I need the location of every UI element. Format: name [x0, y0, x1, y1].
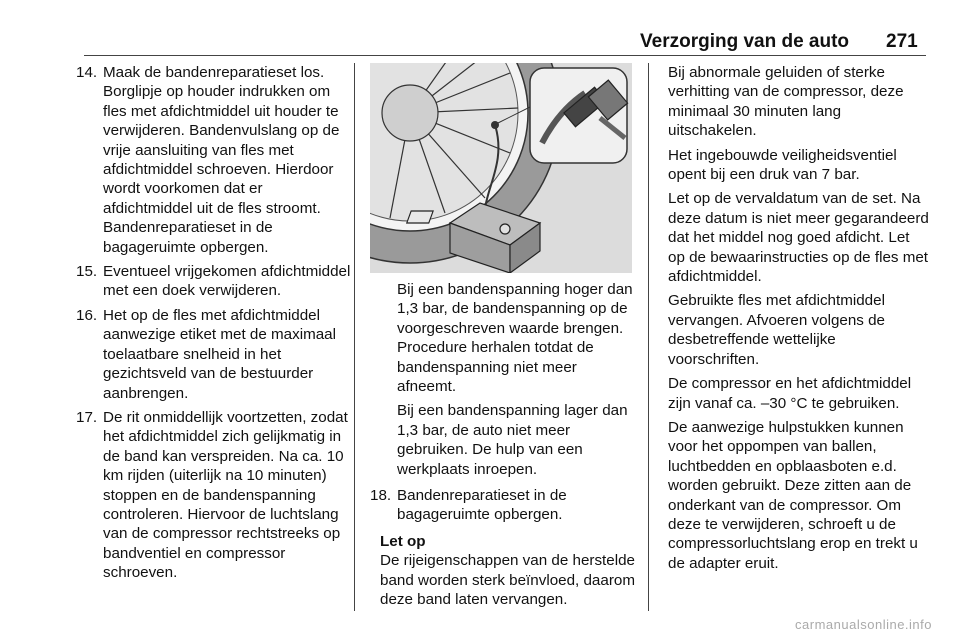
- note-text: De rijeigenschappen van de herstelde band worden sterk beïnvloed, daarom deze band laten vervangen.: [380, 552, 635, 609]
- list-item-15: [76, 262, 356, 301]
- list-item-16: [76, 306, 356, 403]
- list-number: 14.: [76, 64, 98, 81]
- list-text: Het op de fles met afdichtmiddel aanwezige etiket met de maximaal toelaatbare snelheid in het gezichtsveld van de bestuurder aanbrengen.: [103, 306, 336, 402]
- list-text: Bandenreparatieset in de bagageruimte opbergen.: [397, 487, 567, 524]
- column-right: [668, 63, 930, 578]
- paragraph: De compressor en het afdichtmiddel zijn vanaf ca. –30 °C te gebruiken.: [668, 375, 912, 412]
- list-item-14: [76, 63, 356, 257]
- list-item-18: [370, 486, 635, 525]
- list-item-17: [76, 408, 356, 583]
- list-text: De rit onmiddellijk voortzetten, zodat het afdichtmiddel zich gelijkmatig in de band kan verspreiden. Na ca. 10 km rijden (uiterlijk na 10 minuten) stoppen en de bandenspanning controleren. Hiervoor de luchtslang van de compressor rechtstreeks op bandventiel en compressor schroeven.: [103, 408, 348, 582]
- caption-pressure-high: Bij een bandenspanning hoger dan 1,3 bar, de bandenspanning op de voorgeschreven waarde brengen. Procedure herhalen totdat de bandenspanning niet meer afneemt.: [397, 281, 633, 396]
- tire-repair-illustration: [370, 63, 632, 273]
- list-text: Maak de bandenreparatieset los. Borglipje op houder indrukken om fles met afdichtmiddel uit houder te verwijderen. Bandenvulslang op de vrije aansluiting van fles met afdichtmiddel schroeven. Hierdoor wordt voorkomen dat er afdichtmiddel uit de fles stroomt. Bandenreparatieset in de bagageruimte opbergen.: [103, 64, 340, 256]
- list-number: 15.: [76, 263, 98, 281]
- column-divider-right: [648, 63, 649, 611]
- list-number: 16.: [76, 306, 98, 324]
- page-header: [0, 0, 960, 58]
- paragraph: Let op de vervaldatum van de set. Na deze datum is niet meer gegarandeerd dat het middel nog goed afdicht. Let op de bewaarinstructies op de fles met afdichtmiddel.: [668, 190, 929, 286]
- caption-pressure-low: Bij een bandenspanning lager dan 1,3 bar, de auto niet meer gebruiken. De hulp van een werkplaats inroepen.: [397, 402, 628, 478]
- page-title: Verzorging van de auto: [640, 31, 850, 52]
- watermark: carmanualsonline.info: [795, 617, 932, 632]
- list-number: 17.: [76, 408, 98, 426]
- column-middle: [370, 63, 635, 610]
- list-number: 18.: [370, 487, 392, 505]
- paragraph: Bij abnormale geluiden of sterke verhitting van de compressor, deze minimaal 30 minuten lang uitschakelen.: [668, 64, 904, 140]
- list-text: Eventueel vrijgekomen afdichtmiddel met een doek verwijderen.: [103, 263, 351, 300]
- column-left: [76, 63, 356, 588]
- header-divider: [84, 55, 926, 56]
- paragraph: Het ingebouwde veiligheidsventiel opent bij een druk van 7 bar.: [668, 146, 897, 184]
- page-number: 271: [886, 31, 918, 52]
- note-title: Let op: [380, 532, 426, 550]
- paragraph: Gebruikte fles met afdichtmiddel vervangen. Afvoeren volgens de desbetreffende wettelijke voorschriften.: [668, 292, 885, 368]
- paragraph: De aanwezige hulpstukken kunnen voor het oppompen van ballen, luchtbedden en opblaasboten e.d. worden gebruikt. Deze zitten aan de onderkant van de compressor. Om deze te verwijderen, schroeft u de compressorluchtslang erop en trekt u de adapter eruit.: [668, 418, 918, 572]
